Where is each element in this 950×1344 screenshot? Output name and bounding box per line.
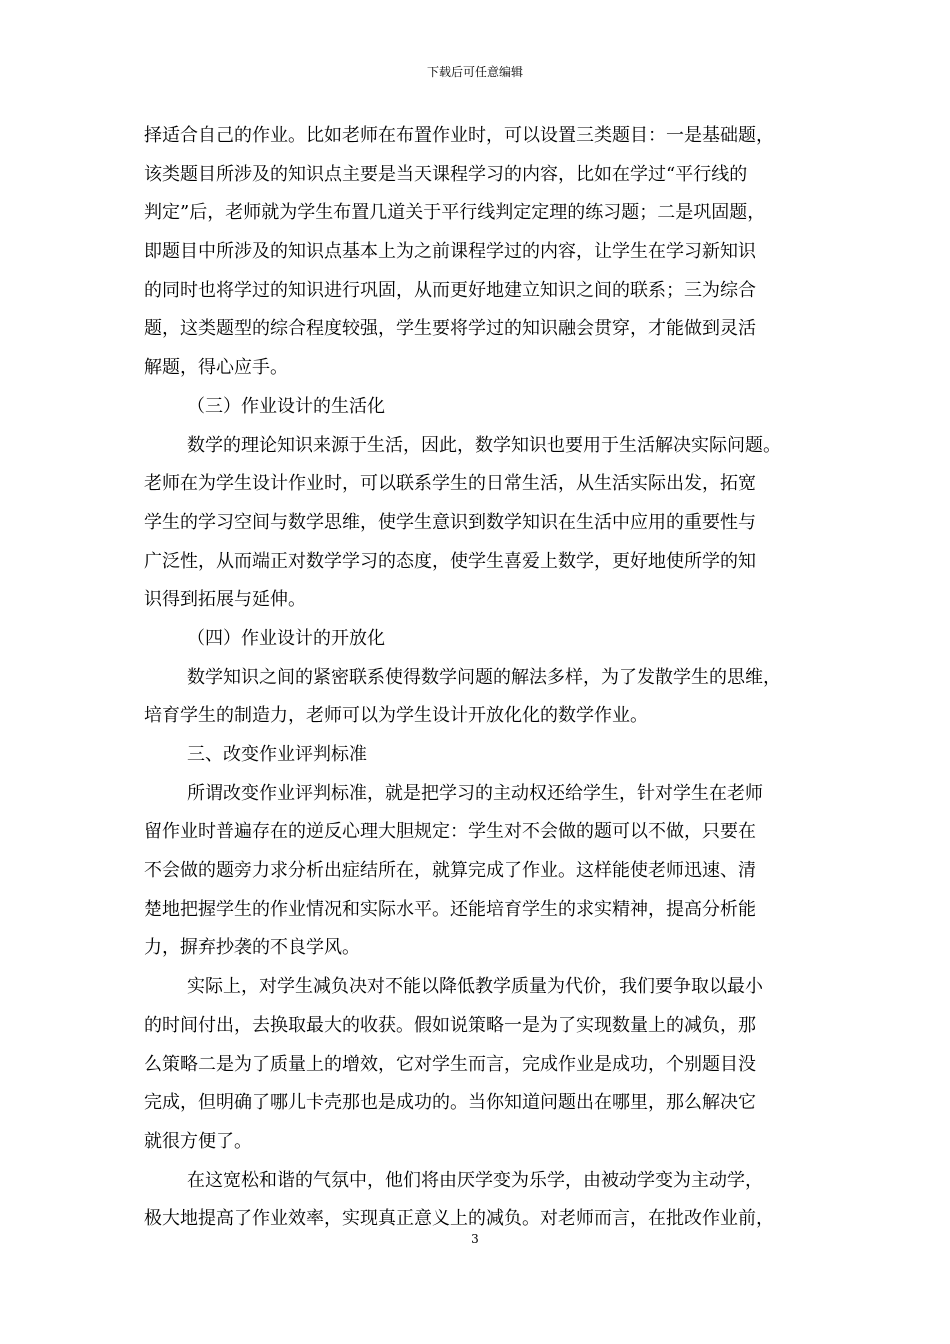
text-line: 学生的学习空间与数学思维，使学生意识到数学知识在生活中应用的重要性与	[144, 511, 756, 533]
text-line: 极大地提高了作业效率，实现真正意义上的减负。对老师而言，在批改作业前，	[144, 1208, 774, 1230]
text-line: 三、改变作业评判标准	[187, 744, 367, 765]
text-line: 楚地把握学生的作业情况和实际水平。还能培育学生的求实精神，提高分析能	[144, 898, 756, 920]
text-line: 识得到拓展与延伸。	[144, 589, 306, 611]
text-line: 就很方便了。	[144, 1130, 252, 1152]
text-line: 实际上，对学生减负决对不能以降低教学质量为代价，我们要争取以最小	[187, 976, 763, 998]
text-line: 么策略二是为了质量上的增效，它对学生而言，完成作业是成功，个别题目没	[144, 1053, 756, 1075]
text-line: 在这宽松和谐的气氛中，他们将由厌学变为乐学，由被动学变为主动学，	[187, 1169, 763, 1191]
document-body	[144, 117, 810, 1239]
text-line: 完成，但明确了哪儿卡壳那也是成功的。当你知道问题出在哪里，那么解决它	[144, 1092, 756, 1114]
text-line: 数学的理论知识来源于生活，因此，数学知识也要用于生活解决实际问题。	[187, 434, 781, 456]
text-line: 所谓改变作业评判标准，就是把学习的主动权还给学生，针对学生在老师	[187, 782, 763, 804]
text-line: 留作业时普遍存在的逆反心理大胆规定：学生对不会做的题可以不做，只要在	[144, 821, 756, 843]
text-line: 该类题目所涉及的知识点主要是当天课程学习的内容，比如在学过“平行线的	[144, 163, 748, 185]
text-line: 即题目中所涉及的知识点基本上为之前课程学过的内容，让学生在学习新知识	[144, 241, 756, 263]
text-line: 择适合自己的作业。比如老师在布置作业时，可以设置三类题目：一是基础题，	[144, 125, 774, 146]
text-line: 广泛性，从而端正对数学学习的态度，使学生喜爱上数学，更好地使所学的知	[144, 550, 756, 572]
text-line: 不会做的题旁力求分析出症结所在，就算完成了作业。这样能使老师迅速、清	[144, 860, 756, 882]
text-line: 解题，得心应手。	[144, 357, 288, 379]
text-line: 判定”后，老师就为学生布置几道关于平行线判定定理的练习题；二是巩固题，	[144, 202, 766, 224]
text-line: 力，摒弃抄袭的不良学风。	[144, 937, 360, 959]
page-number: 3	[471, 1232, 479, 1246]
text-line: 题，这类题型的综合程度较强，学生要将学过的知识融会贯穿，才能做到灵活	[144, 318, 756, 340]
text-line: 培育学生的制造力，老师可以为学生设计开放化化的数学作业。	[144, 705, 648, 727]
text-line: 的时间付出，去换取最大的收获。假如说策略一是为了实现数量上的减负，那	[144, 1014, 756, 1036]
page-header: 下载后可任意编辑	[426, 65, 523, 79]
text-line: （四）作业设计的开放化	[187, 627, 385, 649]
text-line: 数学知识之间的紧密联系使得数学问题的解法多样，为了发散学生的思维，	[187, 666, 781, 688]
text-line: 老师在为学生设计作业时，可以联系学生的日常生活，从生活实际出发，拓宽	[144, 473, 756, 495]
text-line: 的同时也将学过的知识进行巩固，从而更好地建立知识之间的联系；三为综合	[144, 279, 756, 301]
text-line: （三）作业设计的生活化	[187, 395, 385, 417]
